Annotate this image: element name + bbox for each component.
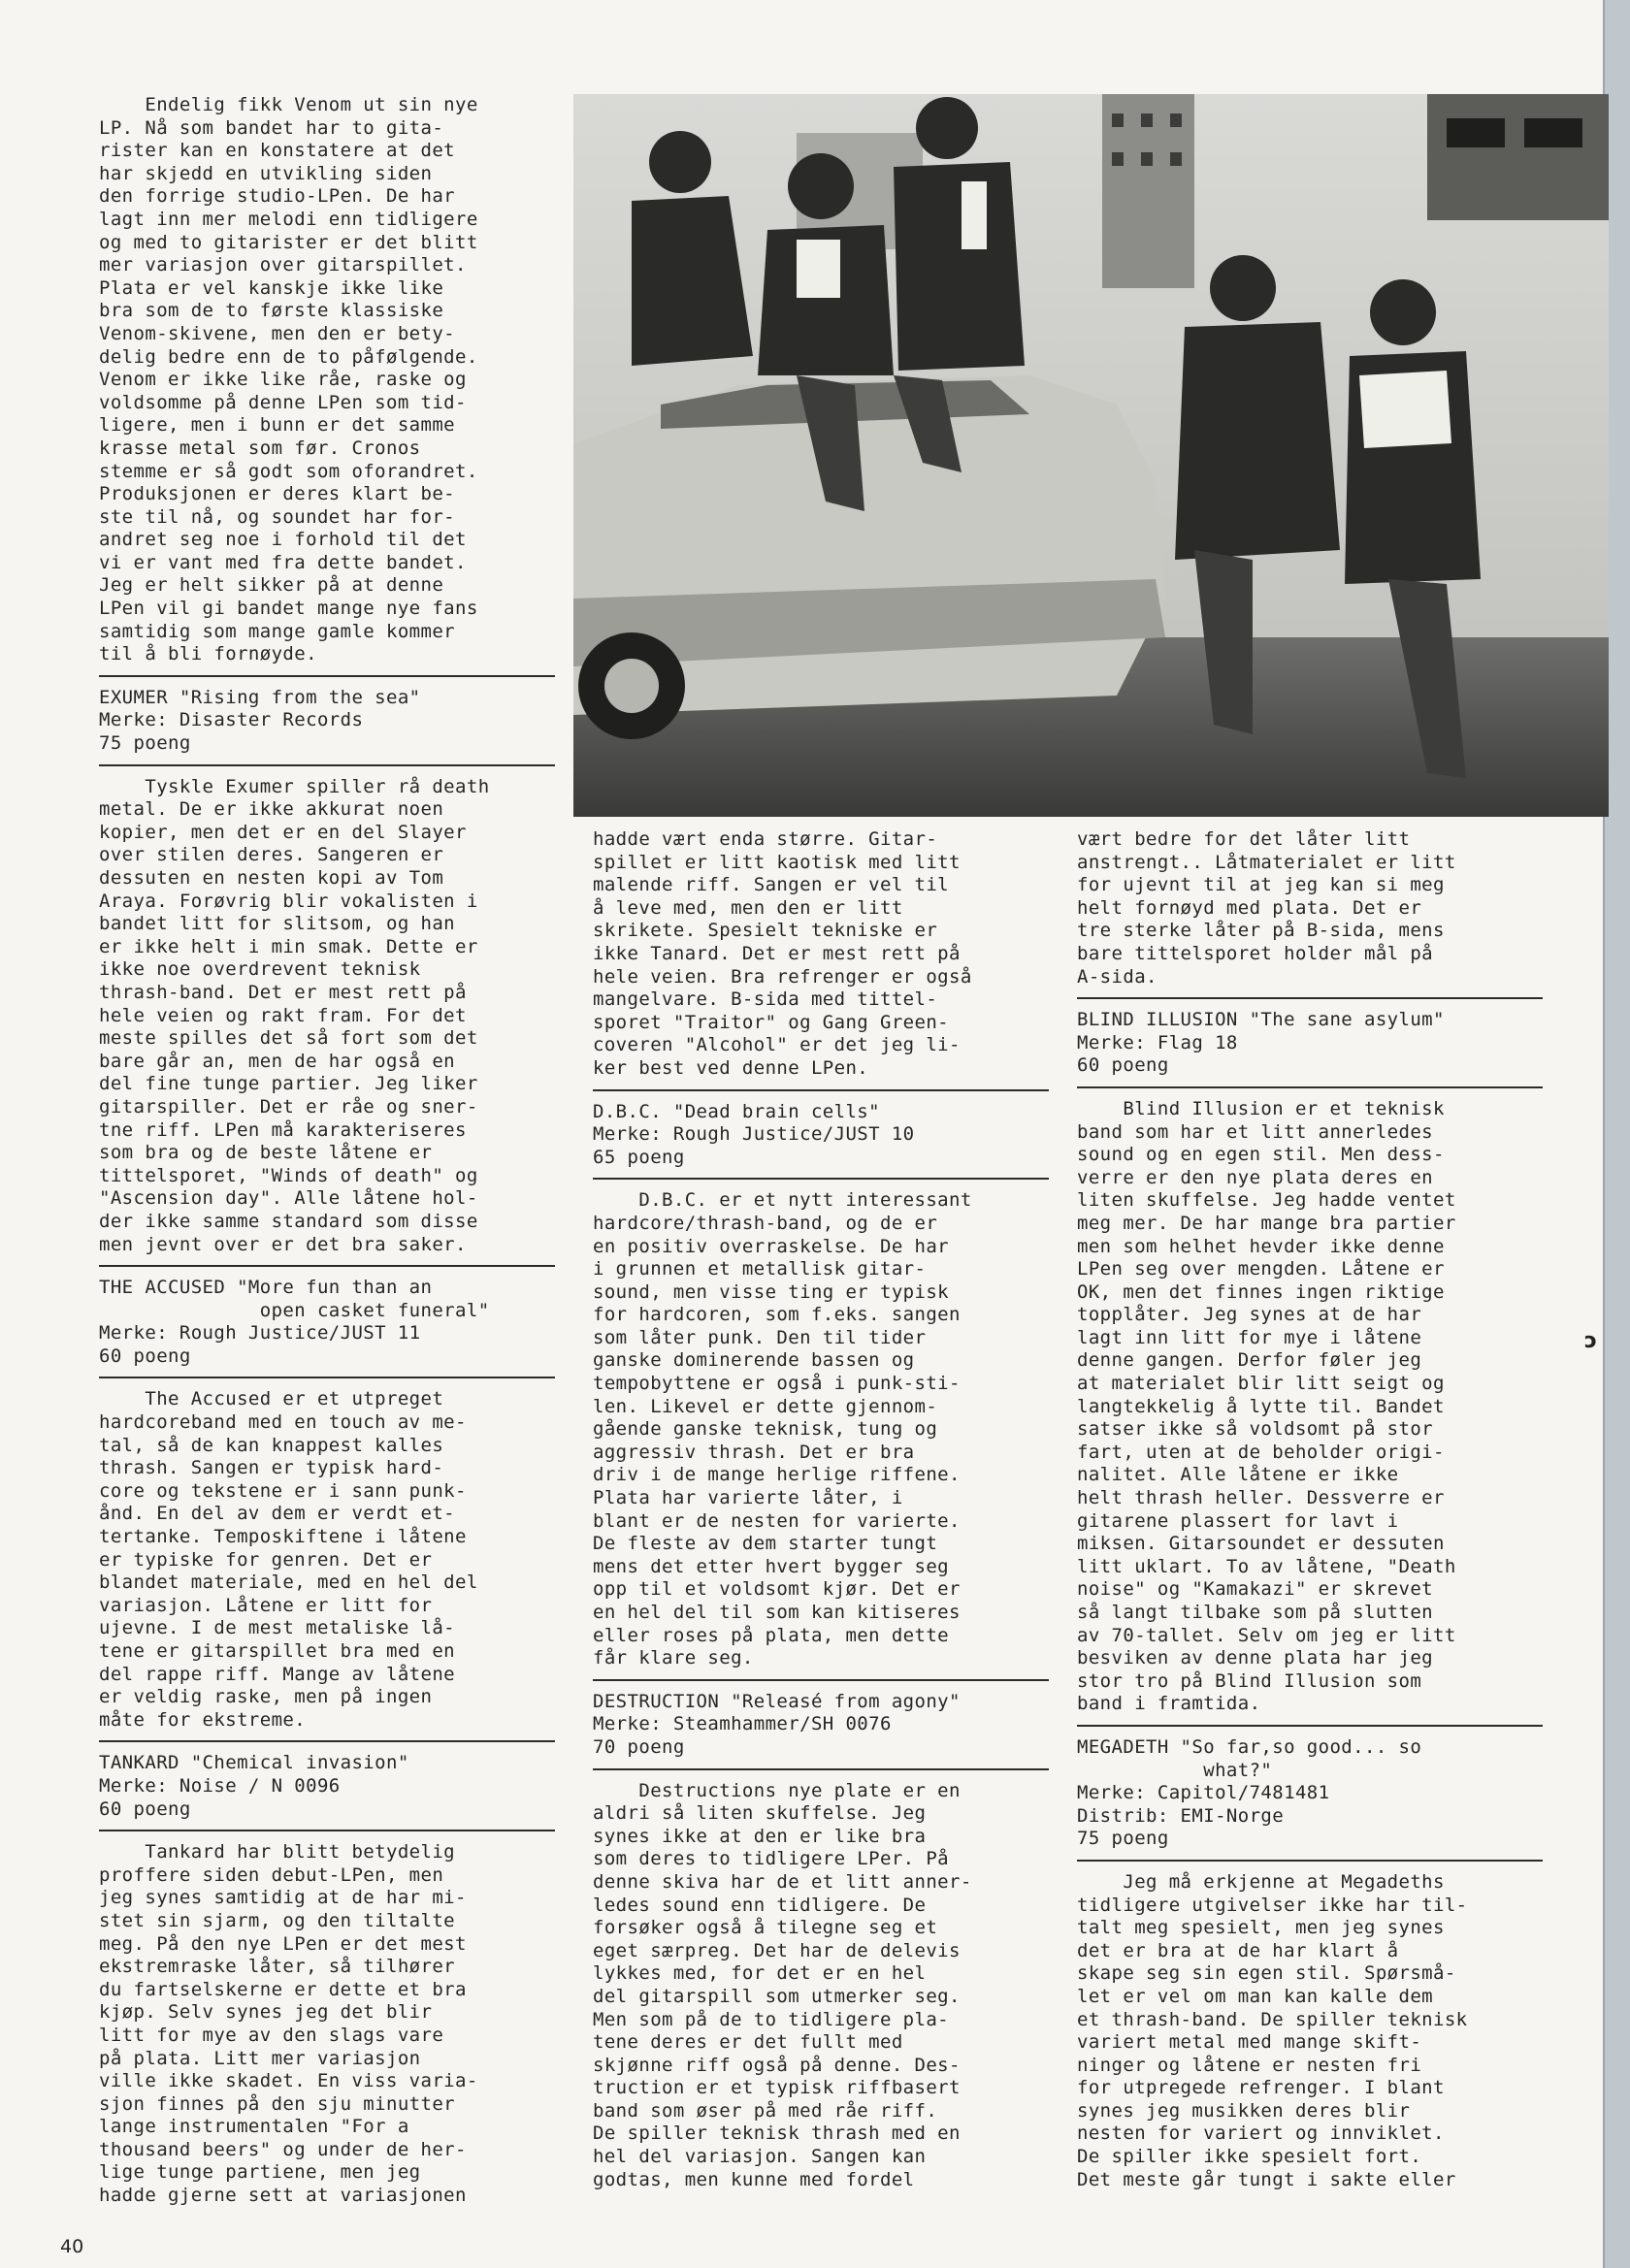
band-photo bbox=[573, 94, 1609, 817]
exumer-review-header: EXUMER "Rising from the sea" Merke: Disaster Records 75 poeng bbox=[99, 686, 421, 755]
destruction-review-text: Destructions nye plate er en aldri så liten skuffelse. Jeg synes ikke at den er like bra som deres to tidligere LPer. På denne skiva har de et litt anner- ledes sound enn tidligere. De forsøker også å tilegne seg et eget særpreg. Det har de delevis lykkes med, for det er en hel del gitarspill som utmerker seg. Men som på de to tidligere pla- tene deres er det fullt med skjønne riff også på denne. Des- truction er et typisk riffbasert band som øser på med råe riff. De spiller teknisk thrash med en hel del variasjon. Sangen kan godtas, men kunne med fordel bbox=[593, 1779, 972, 2190]
divider bbox=[593, 1679, 1049, 1681]
divider bbox=[99, 764, 555, 766]
destruction-review-header: DESTRUCTION "Releasé from agony" Merke: Steamhammer/SH 0076 70 poeng bbox=[593, 1690, 961, 1758]
margin-mark: ɔ bbox=[1583, 1329, 1597, 1353]
tankard-review-text: Tankard har blitt betydelig proffere siden debut-LPen, men jeg synes samtidig at de har mi- stet sin sjarm, og den tiltalte meg. På den nye LPen er det mest ekstremraske låter, så tilhører du fartselskerne er dette et bra kjøp. Selv synes jeg det blir litt for mye av den slags vare på plata. Litt mer variasjon ville ikke skadet. En viss varia- sjon finnes på den sju minutter lange instrumentalen "For a thousand beers" og under de her- lige tunge partiene, men jeg hadde gjerne sett at variasjonen bbox=[99, 1841, 478, 2207]
divider bbox=[99, 1265, 555, 1267]
blind-illusion-review-text: Blind Illusion er et teknisk band som har et litt annerledes sound og en egen stil. Men dess- verre er den nye plata deres en liten skuffelse. Jeg hadde ventet meg mer. De har mange bra partier men som helhet hevder ikke denne LPen seg over mengden. Låtene er OK, men det finnes ingen riktige topplåter. Jeg synes at de har lagt inn litt for mye i låtene denne gangen. Derfor føler jeg at materialet blir litt seigt og langtekkelig å lytte til. Bandet satser ikke så voldsomt på stor fart, uten at de beholder origi- nalitet. Alle låtene er ikke helt thrash heller. Dessverre er gitarene plassert for lavt i miksen. Gitarsoundet er dessuten litt uklart. To av låtene, "Death noise" og "Kamakazi" er skrevet så langt tilbake som på slutten av 70-tallet. Selv om jeg er litt besviken av denne plata har jeg stor tro på Blind Illusion som band i framtida. bbox=[1077, 1097, 1456, 1715]
divider bbox=[99, 1830, 555, 1831]
divider bbox=[1077, 1860, 1543, 1862]
megadeth-review-text: Jeg må erkjenne at Megadeths tidligere utgivelser ikke har til- talt meg spesielt, men jeg synes det er bra at de har klart å skape seg sin egen stil. Spørsmå- let er vel om man kan kalle dem et thrash-band. De spiller teknisk variert metal med mange skift- ninger og låtene er nesten fri for utpregede refrenger. I blant synes jeg musikken deres blir nesten for variert og innviklet. De spiller ikke spesielt fort. Det meste går tungt i sakte eller bbox=[1077, 1870, 1468, 2190]
megadeth-review-header: MEGADETH "So far,so good... so what?" Merke: Capitol/7481481 Distrib: EMI-Norge 75 poeng bbox=[1077, 1735, 1422, 1850]
divider bbox=[1077, 1725, 1543, 1727]
destruction-review-continued: vært bedre for det låter litt anstrengt.. Låtmaterialet er litt for ujevnt til at jeg kan si meg helt fornøyd med plata. Det er tre sterke låter på B-sida, mens bare tittelsporet holder mål på A-sida. bbox=[1077, 828, 1456, 988]
venom-review-text: Endelig fikk Venom ut sin nye LP. Nå som bandet har to gita- rister kan en konstatere at det har skjedd en utvikling siden den forrige studio-LPen. De har lagt inn mer melodi enn tidligere og med to gitarister er det blitt mer variasjon over gitarspillet. Plata er vel kanskje ikke like bra som de to første klassiske Venom-skivene, men den er bety- delig bedre enn de to påfølgende. Venom er ikke like råe, raske og voldsomme på denne LPen som tid- ligere, men i bunn er det samme krasse metal som før. Cronos stemme er så godt som oforandret. Produksjonen er deres klart be- ste til nå, og soundet har for- andret seg noe i forhold til det vi er vant med fra dette bandet. Jeg er helt sikker på at denne LPen vil gi bandet mange nye fans samtidig som mange gamle kommer til å bli fornøyde. bbox=[99, 94, 478, 665]
exumer-review-text: Tyskle Exumer spiller rå death metal. De er ikke akkurat noen kopier, men det er en del Slayer over stilen deres. Sangeren er dessuten en nesten kopi av Tom Araya. Forøvrig blir vokalisten i bandet litt for slitsom, og han er ikke helt i min smak. Dette er ikke noe overdrevent teknisk thrash-band. Det er mest rett på hele veien og rakt fram. For det meste spilles det så fort som det bare går an, men de har også en del fine tunge partier. Jeg liker gitarspiller. Det er råe og sner- tne riff. LPen må karakteriseres som bra og de beste låtene er tittelsporet, "Winds of death" og "Ascension day". Alle låtene hol- der ikke samme standard som disse men jevnt over er det bra saker. bbox=[99, 775, 490, 1255]
dbc-review-text: D.B.C. er et nytt interessant hardcore/thrash-band, og de er en positiv overraskelse. De har i grunnen et metallisk gitar- sound, men visse ting er typisk for hardcoren, som f.eks. sangen som låter punk. Den til tider ganske dominerende bassen og tempobyttene er også i punk-sti- len. Likevel er dette gjennom- gående ganske teknisk, tung og aggressiv thrash. Det er bra driv i de mange herlige riffene. Plata har varierte låter, i blant er de nesten for varierte. De fleste av dem starter tungt mens det etter hvert bygger seg opp til et voldsomt kjør. Det er en hel del til som kan kitiseres eller roses på plata, men dette får klare seg. bbox=[593, 1189, 972, 1669]
column-1 bbox=[99, 94, 555, 2208]
dbc-review-header: D.B.C. "Dead brain cells" Merke: Rough Justice/JUST 10 65 poeng bbox=[593, 1100, 915, 1168]
divider bbox=[593, 1768, 1049, 1770]
divider bbox=[99, 675, 555, 677]
band-photo-image bbox=[573, 94, 1609, 817]
tankard-review-header: TANKARD "Chemical invasion" Merke: Noise / N 0096 60 poeng bbox=[99, 1752, 409, 1820]
divider bbox=[99, 1377, 555, 1378]
divider bbox=[99, 1740, 555, 1742]
column-2 bbox=[593, 828, 1049, 2191]
divider bbox=[593, 1089, 1049, 1091]
column-3 bbox=[1077, 828, 1543, 2191]
accused-review-header: THE ACCUSED "More fun than an open casket funeral" Merke: Rough Justice/JUST 11 60 poeng bbox=[99, 1277, 490, 1367]
page-number: 40 bbox=[60, 2236, 84, 2257]
tankard-review-continued: hadde vært enda større. Gitar- spillet er litt kaotisk med litt malende riff. Sangen er vel til å leve med, men den er litt skrikete. Spesielt tekniske er ikke Tanard. Det er mest rett på hele veien. Bra refrenger er også mangelvare. B-sida med tittel- sporet "Traitor" og Gang Green- coveren "Alcohol" er det jeg li- ker best ved denne LPen. bbox=[593, 828, 972, 1079]
divider bbox=[593, 1178, 1049, 1180]
blind-illusion-review-header: BLIND ILLUSION "The sane asylum" Merke: Flag 18 60 poeng bbox=[1077, 1009, 1445, 1077]
divider bbox=[1077, 997, 1543, 999]
accused-review-text: The Accused er et utpreget hardcoreband med en touch av me- tal, så de kan knappest kalles thrash. Sangen er typisk hard- core og tekstene er i sann punk- ånd. En del av dem er verdt et- tertanke. Temposkiftene i låtene er typiske for genren. Det er blandet materiale, med en hel del variasjon. Låtene er litt for ujevne. I de mest metaliske lå- tene er gitarspillet bra med en del rappe riff. Mange av låtene er veldig raske, men på ingen måte for ekstreme. bbox=[99, 1388, 478, 1731]
divider bbox=[1077, 1086, 1543, 1088]
